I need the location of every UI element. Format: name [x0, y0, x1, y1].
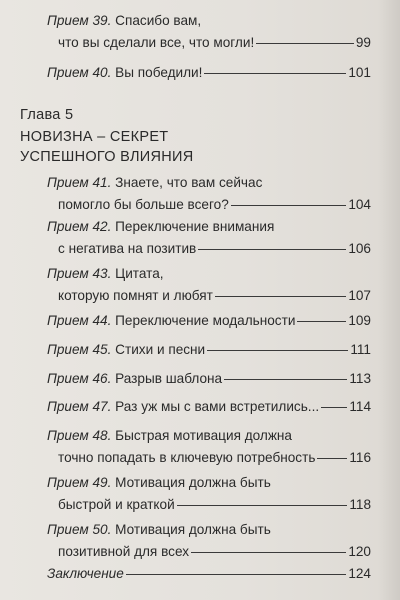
entry-prefix: Прием 45. [47, 342, 112, 357]
toc-entry-47[interactable] [36, 396, 371, 418]
entry-title-line1: Мотивация должна быть [115, 522, 271, 537]
entry-title-line1: Спасибо вам, [115, 13, 202, 28]
dot-leader [256, 43, 354, 44]
entry-page-number: 104 [348, 197, 371, 212]
entry-prefix: Прием 39. [47, 13, 112, 28]
toc-entry-49[interactable] [36, 472, 371, 516]
entry-page-number: 113 [349, 371, 371, 386]
dot-leader [224, 379, 347, 380]
entry-page-number: 106 [348, 241, 371, 256]
entry-prefix: Прием 41. [47, 175, 112, 190]
toc-entry-conclusion[interactable] [36, 563, 371, 585]
dot-leader [204, 73, 346, 74]
dot-leader [297, 321, 346, 322]
entry-title-line2: с негатива на позитив [58, 241, 197, 256]
toc-entry-40[interactable] [36, 62, 371, 84]
entry-prefix: Прием 42. [47, 219, 112, 234]
entry-page-number: 107 [348, 288, 371, 303]
dot-leader [231, 205, 347, 206]
toc-entry-48[interactable] [36, 425, 371, 469]
entry-title-line1: Вы победили! [115, 65, 203, 80]
entry-page-number: 124 [348, 566, 371, 581]
entry-title-line2: которую помнят и любят [58, 288, 213, 303]
entry-prefix: Прием 49. [47, 475, 112, 490]
dot-leader [321, 407, 347, 408]
entry-title-line1: Быстрая мотивация должна [115, 428, 292, 443]
entry-title-line1: Переключение модальности [115, 313, 296, 328]
entry-title-line1: Разрыв шаблона [115, 371, 223, 386]
entry-prefix: Прием 48. [47, 428, 112, 443]
entry-page-number: 101 [348, 65, 371, 80]
entry-page-number: 109 [348, 313, 371, 328]
entry-title-line2: помогло бы больше всего? [58, 197, 229, 212]
dot-leader [177, 505, 348, 506]
dot-leader [198, 249, 346, 250]
entry-prefix: Прием 47. [47, 399, 112, 414]
dot-leader [191, 552, 346, 553]
entry-title-line1: Мотивация должна быть [115, 475, 271, 490]
entry-page-number: 111 [350, 342, 371, 357]
dot-leader [126, 574, 347, 575]
toc-entry-42[interactable] [36, 216, 371, 260]
toc-entry-44[interactable] [36, 310, 371, 332]
entry-prefix: Прием 46. [47, 371, 112, 386]
entry-title-line1: Переключение внимания [115, 219, 275, 234]
entry-page-number: 120 [348, 544, 371, 559]
entry-prefix: Прием 43. [47, 266, 112, 281]
entry-title-line2: быстрой и краткой [58, 497, 175, 512]
entry-page-number: 114 [349, 399, 371, 414]
entry-page-number: 116 [349, 450, 371, 465]
chapter-title-line2: УСПЕШНОГО ВЛИЯНИЯ [20, 149, 194, 165]
toc-entry-50[interactable] [36, 519, 371, 563]
chapter-title-line1: НОВИЗНА – СЕКРЕТ [20, 129, 169, 145]
dot-leader [207, 350, 348, 351]
toc-entry-46[interactable] [36, 368, 371, 390]
entry-title-line1: Знаете, что вам сейчас [115, 175, 263, 190]
entry-title-line1: Цитата, [115, 266, 164, 281]
entry-title-line2: позитивной для всех [58, 544, 189, 559]
entry-title-line1: Раз уж мы с вами встретились... [115, 399, 320, 414]
toc-entry-43[interactable] [36, 263, 371, 307]
entry-prefix: Прием 44. [47, 313, 112, 328]
entry-title-line1: Стихи и песни [115, 342, 206, 357]
dot-leader [215, 296, 346, 297]
toc-entry-45[interactable] [36, 339, 371, 361]
entry-prefix: Прием 40. [47, 65, 112, 80]
entry-page-number: 118 [349, 497, 371, 512]
entry-prefix: Заключение [47, 566, 124, 581]
entry-title-line2: что вы сделали все, что могли! [58, 35, 255, 50]
entry-prefix: Прием 50. [47, 522, 112, 537]
chapter-label: Глава 5 [20, 107, 74, 123]
dot-leader [317, 458, 347, 459]
toc-entry-41[interactable] [36, 172, 371, 216]
entry-title-line2: точно попадать в ключевую потребность [58, 450, 316, 465]
entry-page-number: 99 [355, 35, 371, 50]
toc-entry-39[interactable] [36, 10, 371, 54]
